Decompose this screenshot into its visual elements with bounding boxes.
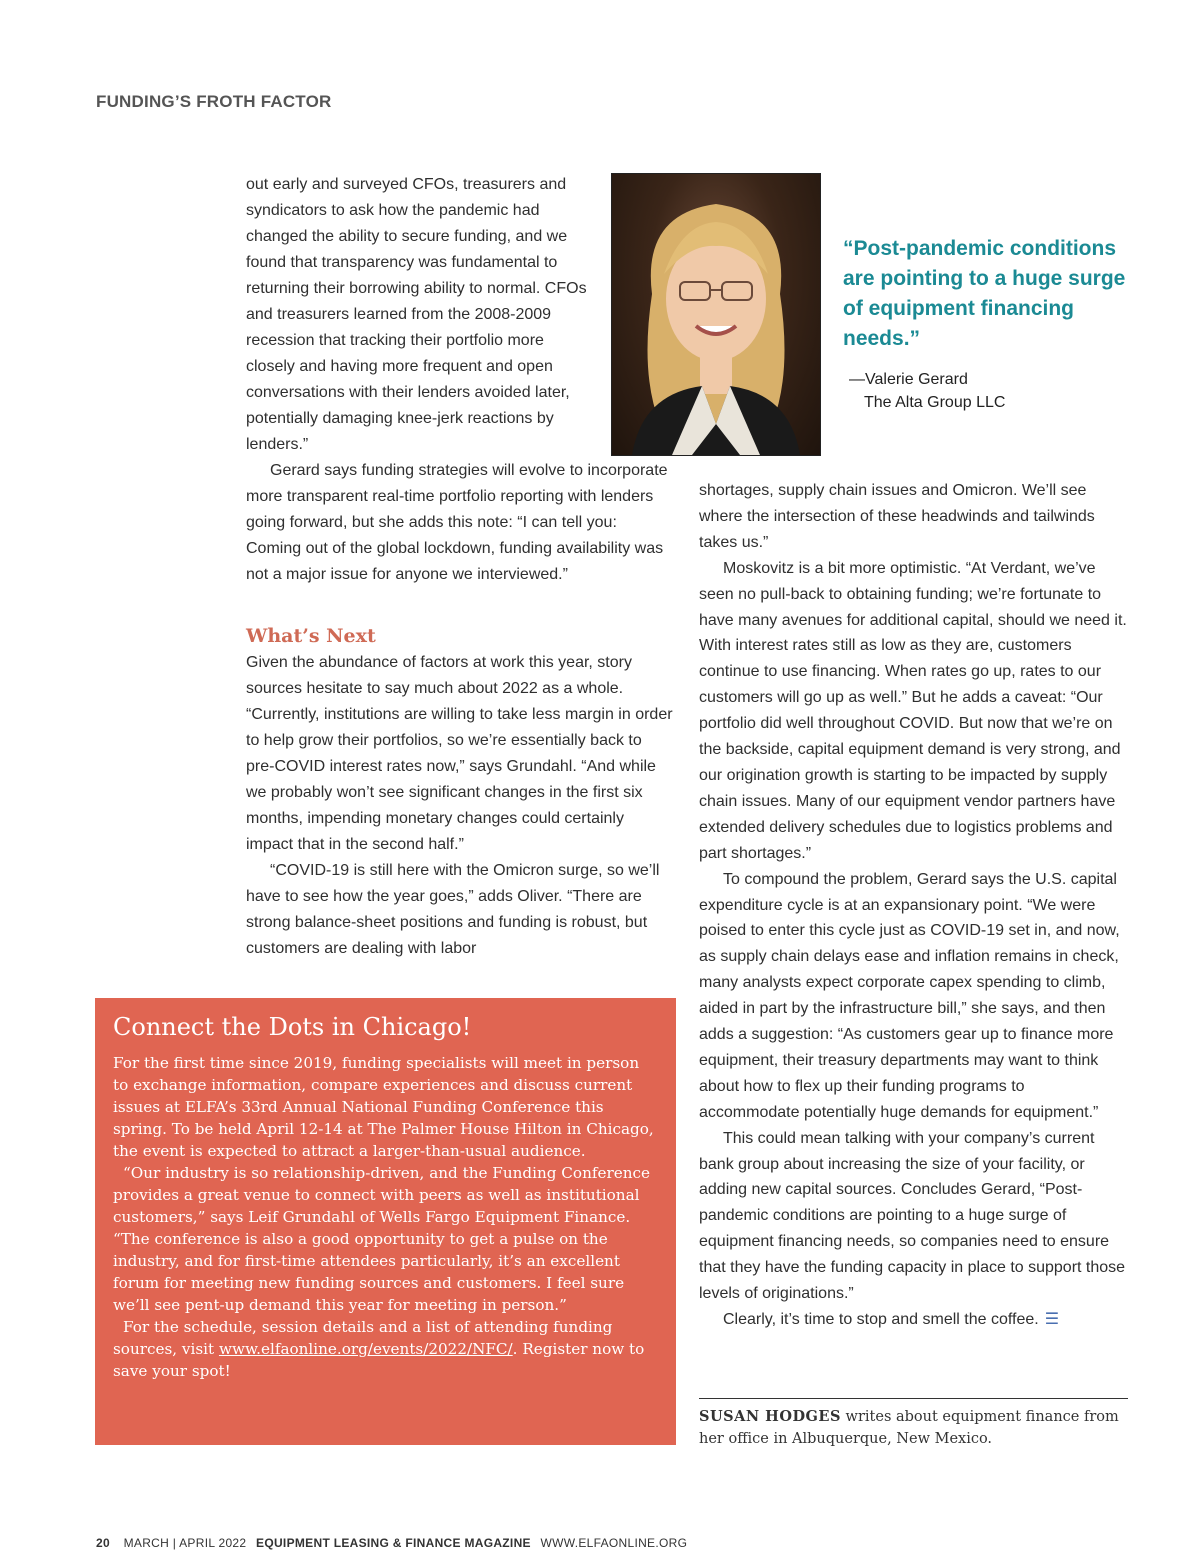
paragraph: This could mean talking with your company’s current bank group about increasing the size of your facility, or adding new capital sources. Concludes Gerard, “Post-pandemic conditions are pointing to a huge surge of equipment financing needs, so companies need to ensure that they have the funding capacity in place to support those levels of originations.” bbox=[699, 1129, 1126, 1303]
paragraph: Given the abundance of factors at work this year, story sources hesitate to say much about 2022 as a whole. “Currently, institutions are willing to take less margin in order to help grow their portfolios, so we’re essentially back to pre-COVID interest rates now,” says Grundahl. “And while we probably won’t see significant changes in the first six months, impending monetary changes could certainly impact that in the second half.” bbox=[246, 654, 673, 853]
portrait-photo bbox=[611, 173, 821, 456]
website[interactable]: WWW.ELFAONLINE.ORG bbox=[540, 1536, 688, 1550]
page-number: 20 bbox=[96, 1536, 110, 1550]
paragraph: To compound the problem, Gerard says the U.S. capital expenditure cycle is at an expansionary point. “We were poised to enter this cycle just as COVID-19 set in, and now, as supply chain delays ease and inflation remains in check, many analysts expect corporate capex spending to climb, aided in part by the infrastructure bill,” she says, and then adds a suggestion: “As customers gear up to finance more equipment, their treasury departments may want to think about how to flex up their funding programs to accommodate potentially huge demands for equipment.” bbox=[699, 870, 1120, 1121]
paragraph: Gerard says funding strategies will evolve to incorporate more transparent real-time portfolio reporting with lenders going forward, but she adds this note: “I can tell you: Coming out of the global lockdown, funding availability was not a major issue for anyone we interviewed.” bbox=[246, 462, 668, 583]
section-label: FUNDING’S FROTH FACTOR bbox=[96, 92, 332, 111]
author-name: SUSAN HODGES bbox=[699, 1408, 841, 1425]
paragraph: “COVID-19 is still here with the Omicron surge, so we’ll have to see how the year goes,” adds Oliver. “There are strong balance-sheet positions and funding is robust, but customers are dealing with labor bbox=[246, 862, 660, 957]
pull-quote-attribution bbox=[849, 368, 1005, 414]
sidebar-paragraph: “Our industry is so relationship-driven, and the Funding Conference provides a great venue to connect with peers as well as institutional customers,” says Leif Grundahl of Wells Fargo Equipment Finance. “The conference is also a good opportunity to get a pulse on the industry, and for first-time attendees particularly, it’s an excellent forum for meeting new funding sources and customers. I feel sure we’ll see pent-up demand this year for meeting in person.” bbox=[113, 1164, 650, 1314]
closing-paragraph bbox=[699, 1307, 1127, 1333]
conference-link[interactable]: www.elfaonline.org/events/2022/NFC/ bbox=[218, 1340, 513, 1358]
sidebar-paragraph bbox=[113, 1316, 658, 1382]
sidebar-title: Connect the Dots in Chicago! bbox=[113, 1013, 472, 1041]
page-footer bbox=[96, 1536, 687, 1550]
paragraph: shortages, supply chain issues and Omicron. We’ll see where the intersection of these headwinds and tailwinds takes us.” bbox=[699, 482, 1095, 551]
portrait-illustration bbox=[612, 174, 820, 455]
issue-date: MARCH | APRIL 2022 bbox=[123, 1536, 247, 1550]
sidebar-text: . Register now to save your spot! bbox=[113, 1340, 645, 1380]
attribution-company: The Alta Group LLC bbox=[864, 394, 1006, 411]
sidebar-text: For the schedule, session details and a list of attending funding sources, visit bbox=[113, 1318, 613, 1358]
right-column bbox=[699, 478, 1127, 1333]
closing-text: Clearly, it’s time to stop and smell the coffee. bbox=[723, 1311, 1039, 1328]
sidebar-paragraph: For the first time since 2019, funding specialists will meet in person to exchange information, compare experiences and discuss current issues at ELFA’s 33rd Annual National Funding Conference this spring. To be held April 12-14 at The Palmer House Hilton in Chicago, the event is expected to attract a larger-than-usual audience. bbox=[113, 1054, 654, 1160]
subhead-whats-next: What’s Next bbox=[246, 625, 376, 647]
magazine-name: EQUIPMENT LEASING & FINANCE MAGAZINE bbox=[256, 1536, 531, 1550]
left-column bbox=[246, 172, 674, 962]
paragraph: out early and surveyed CFOs, treasurers and syndicators to ask how the pandemic had changed the ability to secure funding, and we found that transparency was fundamental to returning their borrowing ability to normal. CFOs and treasurers learned from the 2008-2009 recession that tracking their portfolio more closely and having more frequent and open conversations with their lenders avoided later, potentially damaging knee-jerk reactions by lenders.” bbox=[246, 176, 587, 453]
sidebar-box bbox=[95, 998, 676, 1445]
end-of-article-icon: ☰ bbox=[1044, 1311, 1060, 1328]
pull-quote: “Post-pandemic conditions are pointing to a huge surge of equipment financing needs.” bbox=[843, 237, 1126, 350]
attribution-name: —Valerie Gerard bbox=[849, 371, 968, 388]
author-bio-text: writes about equipment finance from her office in Albuquerque, New Mexico. bbox=[699, 1409, 1119, 1447]
author-bio bbox=[699, 1406, 1129, 1450]
paragraph: Moskovitz is a bit more optimistic. “At Verdant, we’ve seen no pull-back to obtaining funding; we’re fortunate to have many avenues for additional capital, should we need it. With interest rates still as low as they are, customers continue to use financing. When rates go up, rates to our customers will go up as well.” But he adds a caveat: “Our portfolio did well throughout COVID. But now that we’re on the backside, capital equipment demand is very strong, and our origination growth is starting to be impacted by supply chain issues. Many of our equipment vendor partners have extended delivery schedules due to logistics problems and part shortages.” bbox=[699, 559, 1127, 862]
bio-divider bbox=[699, 1398, 1128, 1399]
